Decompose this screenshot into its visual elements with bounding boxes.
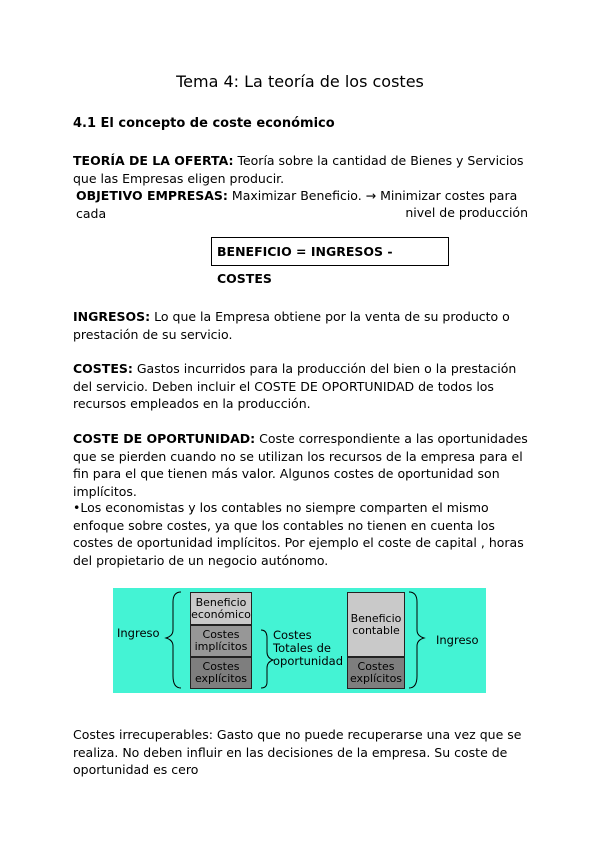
middle-brace bbox=[261, 630, 273, 688]
oportunidad-label: COSTE DE OPORTUNIDAD: bbox=[73, 431, 256, 446]
ingresos-text: Lo que la Empresa obtiene por la venta de su producto o prestación de su servicio. bbox=[73, 309, 510, 342]
objetivo-text: Maximizar Beneficio. → Minimizar costes para cada bbox=[76, 188, 518, 221]
teoria-label: TEORÍA DE LA OFERTA: bbox=[73, 153, 234, 168]
block-beneficio-economico: Beneficio económico bbox=[190, 592, 252, 625]
ingresos-paragraph bbox=[73, 308, 533, 343]
costes-totales-label: Costes Totales de oportunidad bbox=[273, 628, 344, 668]
teoria-paragraph bbox=[73, 152, 533, 187]
costes-paragraph bbox=[73, 360, 533, 413]
right-brace bbox=[409, 592, 424, 688]
costes-label: COSTES: bbox=[73, 361, 133, 376]
oportunidad-paragraph bbox=[73, 430, 533, 500]
block-beneficio-contable: Beneficio contable bbox=[347, 592, 405, 657]
ingresos-label: INGRESOS: bbox=[73, 309, 151, 324]
oportunidad-text: Coste correspondiente a las oportunidades que se pierden cuando no se utilizan los recursos de la empresa para el fin para el que tienen más valor. Algunos costes de oportunidad son implícitos. bbox=[73, 431, 528, 499]
costes-text: Gastos incurridos para la producción del bien o la prestación del servicio. Deben incluir el COSTE DE OPORTUNIDAD de todos los recursos empleados en la producción. bbox=[73, 361, 517, 411]
page-title: Tema 4: La teoría de los costes bbox=[176, 72, 424, 91]
objetivo-continuation: nivel de producción bbox=[405, 205, 528, 220]
teoria-text: Teoría sobre la cantidad de Bienes y Servicios que las Empresas eligen producir. bbox=[73, 153, 524, 186]
block-costes-explicitos-right: Costes explícitos bbox=[347, 657, 405, 689]
section-heading: 4.1 El concepto de coste económico bbox=[73, 116, 335, 131]
benefit-formula-box: BENEFICIO = INGRESOS - COSTES bbox=[211, 237, 449, 266]
block-costes-explicitos-left: Costes explícitos bbox=[190, 657, 252, 689]
left-brace bbox=[166, 592, 181, 688]
diagram-right-ingreso-label: Ingreso bbox=[436, 633, 479, 647]
cost-diagram bbox=[113, 588, 486, 693]
block-costes-implicitos: Costes implícitos bbox=[190, 625, 252, 657]
irrecuperables-paragraph: Costes irrecuperables: Gasto que no puede recuperarse una vez que se realiza. No deben influir en las decisiones de la empresa. Su coste de oportunidad es cero bbox=[73, 727, 522, 777]
diagram-left-ingreso-label: Ingreso bbox=[117, 626, 160, 640]
economistas-paragraph: •Los economistas y los contables no siempre comparten el mismo enfoque sobre costes, ya que los contables no tienen en cuenta los costes de oportunidad implícitos. Por ejemplo el coste de capital , horas del propietario de un negocio autónomo. bbox=[73, 500, 524, 568]
objetivo-label: OBJETIVO EMPRESAS: bbox=[76, 188, 228, 203]
